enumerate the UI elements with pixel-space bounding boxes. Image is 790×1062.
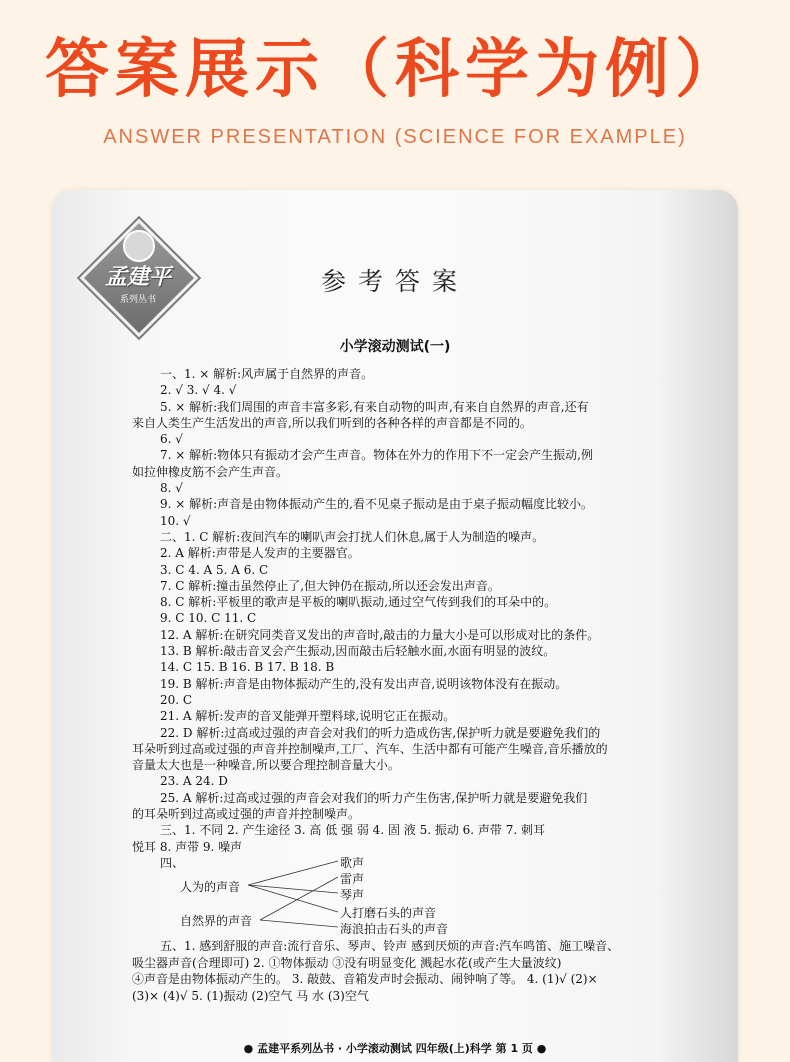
answer-line: 五、1. 感到舒服的声音:流行音乐、琴声、铃声 感到厌烦的声音:汽车鸣笛、施工噪音、 xyxy=(160,939,620,953)
matching-diagram xyxy=(150,852,550,938)
answer-line: 三、1. 不同 2. 产生途径 3. 高 低 强 弱 4. 固 液 5. 振动 6. 声带 7. 刺耳 xyxy=(160,823,545,838)
answer-list-tail xyxy=(132,938,662,1004)
answer-line: ④声音是由物体振动产生的。 3. 敲鼓、音箱发声时会振动、闹钟响了等。 4. (1)√ (2)× xyxy=(132,972,598,986)
answer-line: 四、 xyxy=(160,855,185,870)
answer-line: 悦耳 8. 声带 9. 噪声 xyxy=(132,839,243,854)
answer-line: 吸尘器声音(合理即可) 2. ①物体振动 ③没有明显变化 溅起水花(或产生大量波纹) xyxy=(132,955,562,970)
answer-line: 22. D 解析:过高或过强的声音会对我们的听力造成伤害,保护听力就是要避免我们的 xyxy=(160,725,601,740)
answer-line: 二、1. C 解析:夜间汽车的喇叭声会打扰人们休息,属于人为制造的噪声。 xyxy=(160,529,545,544)
diagram-right-5: 海浪拍击石头的声音 xyxy=(340,922,449,936)
answer-line: 一、1. × 解析:风声属于自然界的声音。 xyxy=(160,367,374,381)
answer-line: (3)× (4)√ 5. (1)振动 (2)空气 马 水 (3)空气 xyxy=(132,988,369,1003)
answer-line: 2. √ 3. √ 4. √ xyxy=(160,383,237,398)
answer-line: 7. C 解析:撞击虽然停止了,但大钟仍在振动,所以还会发出声音。 xyxy=(160,578,500,593)
answer-line: 音量太大也是一种噪音,所以要合理控制音量大小。 xyxy=(132,758,400,773)
diagram-right-2: 雷声 xyxy=(340,872,365,886)
answer-line: 23. A 24. D xyxy=(160,774,228,789)
answer-line: 14. C 15. B 16. B 17. B 18. B xyxy=(160,660,335,675)
diagram-right-1: 歌声 xyxy=(340,856,365,870)
answer-line: 20. C xyxy=(160,692,193,707)
answer-line: 的耳朵听到过高或过强的声音并控制噪声。 xyxy=(132,807,361,822)
answer-line: 19. B 解析:声音是由物体振动产生的,没有发出声音,说明该物体没有在振动。 xyxy=(160,676,568,691)
answer-line: 12. A 解析:在研究同类音叉发出的声音时,敲击的力量大小是可以形成对比的条件。 xyxy=(160,627,600,642)
answer-line: 6. √ xyxy=(160,432,183,447)
section-heading: 小学滚动测试(一) xyxy=(339,339,451,355)
answer-line: 5. × 解析:我们周围的声音丰富多彩,有来自动物的叫声,有来自自然界的声音,还有 xyxy=(160,399,589,414)
logo-series: 系列丛书 xyxy=(119,295,156,305)
answer-line: 21. A 解析:发声的音叉能弹开塑料球,说明它正在振动。 xyxy=(160,709,456,724)
answer-list xyxy=(132,366,662,871)
logo-emblem-icon xyxy=(123,230,155,262)
page-footer: ● 孟建平系列丛书 · 小学滚动测试 四年级(上)科学 第 1 页 ● xyxy=(243,1042,547,1055)
answer-line: 耳朵听到过高或过强的声音并控制噪声,工厂、汽车、生活中都有可能产生噪音,音乐播放的 xyxy=(132,741,608,756)
answer-line: 3. C 4. A 5. A 6. C xyxy=(160,562,269,577)
answer-line: 25. A 解析:过高或过强的声音会对我们的听力产生伤害,保护听力就是要避免我们 xyxy=(160,790,588,805)
hero-title: 答案展示（科学为例） xyxy=(45,33,745,107)
doc-title: 参考答案 xyxy=(320,267,469,296)
diagram-left-2: 自然界的声音 xyxy=(180,914,253,928)
answer-line: 来自人类生产生活发出的声音,所以我们听到的各种各样的声音都是不同的。 xyxy=(132,415,532,430)
logo-name: 孟建平 xyxy=(104,265,171,290)
diagram-right-3: 琴声 xyxy=(340,888,365,902)
answer-line: 10. √ xyxy=(160,513,191,528)
answer-line: 8. √ xyxy=(160,481,183,496)
answer-line: 13. B 解析:敲击音叉会产生振动,因而敲击后轻触水面,水面有明显的波纹。 xyxy=(160,644,556,659)
answer-line: 8. C 解析:平板里的歌声是平板的喇叭振动,通过空气传到我们的耳朵中的。 xyxy=(160,595,557,610)
answer-line: 7. × 解析:物体只有振动才会产生声音。物体在外力的作用下不一定会产生振动,例 xyxy=(160,448,593,463)
answer-line: 如拉伸橡皮筋不会产生声音。 xyxy=(132,464,289,479)
hero-subtitle: ANSWER PRESENTATION (SCIENCE FOR EXAMPLE) xyxy=(103,126,687,148)
answer-line: 9. × 解析:声音是由物体振动产生的,看不见桌子振动是由于桌子振动幅度比较小。 xyxy=(160,497,593,512)
diagram-right-4: 人打磨石头的声音 xyxy=(340,906,437,920)
diagram-left-1: 人为的声音 xyxy=(180,880,241,894)
answer-line: 2. A 解析:声带是人发声的主要器官。 xyxy=(160,546,360,561)
answer-line: 9. C 10. C 11. C xyxy=(160,611,257,626)
